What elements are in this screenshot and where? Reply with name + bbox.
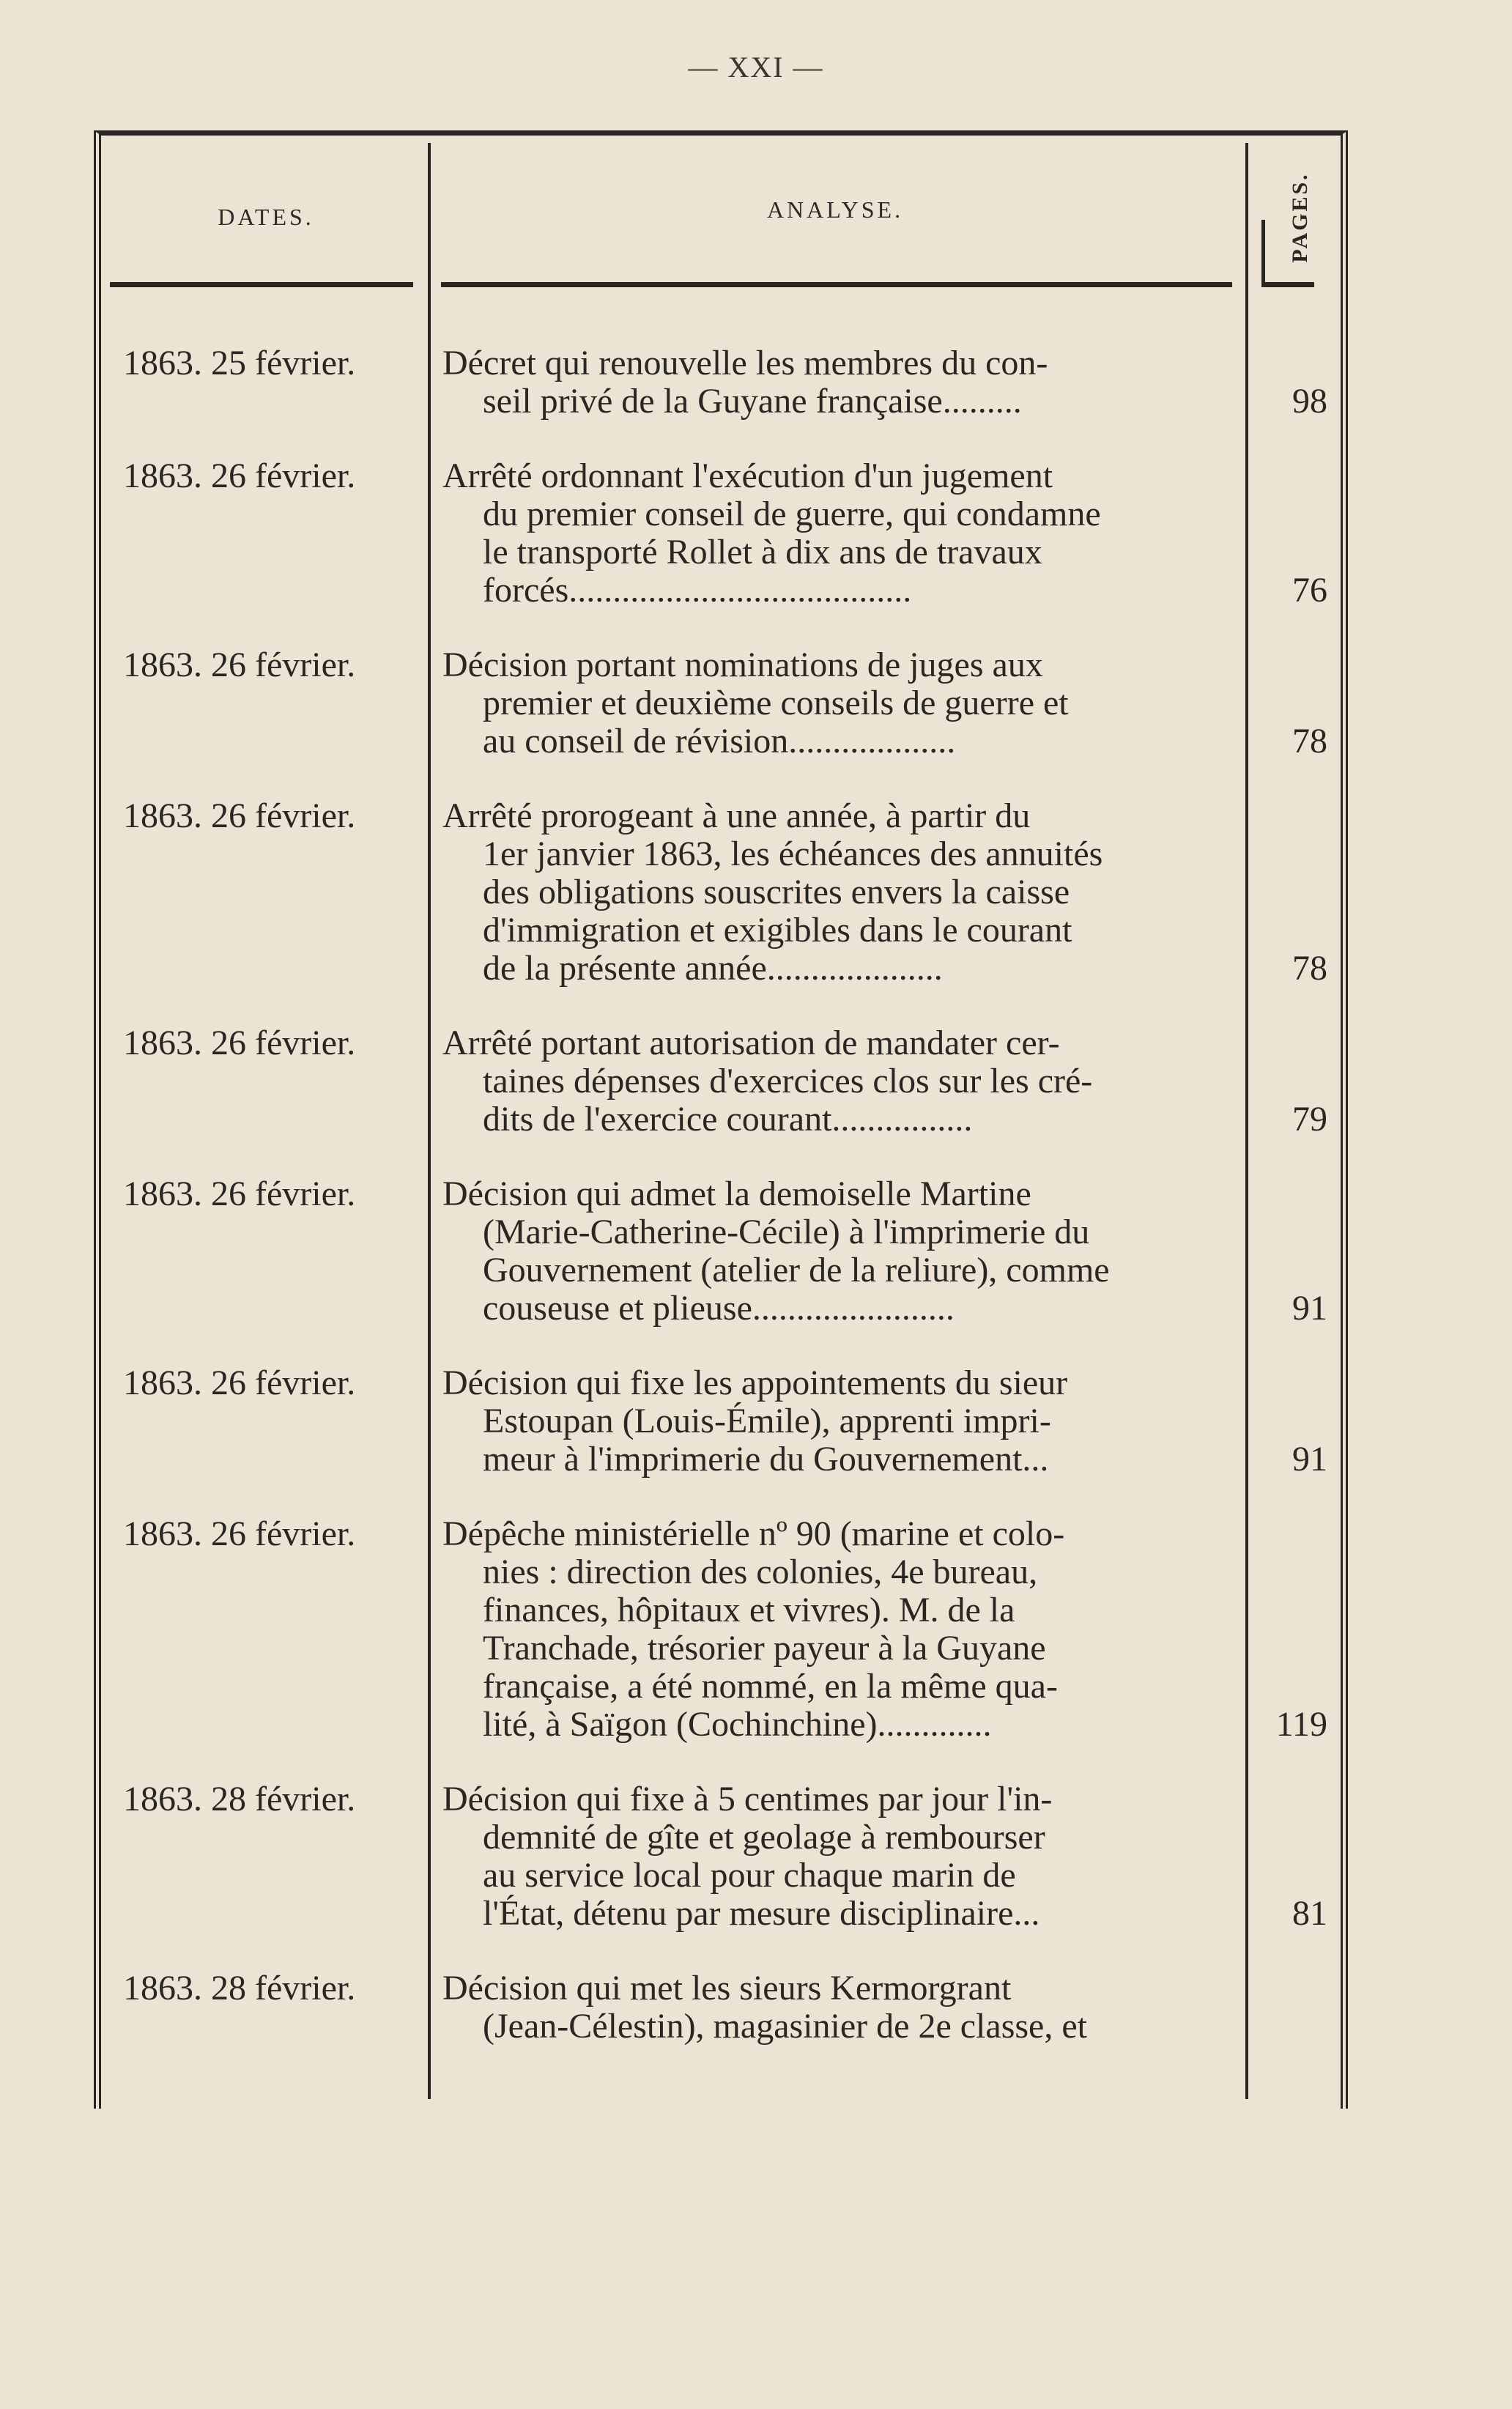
entry-date: 1863. 28 février. <box>123 1780 356 1818</box>
entry-page-number: 79 <box>1292 1100 1327 1139</box>
entry-analysis-line: seil privé de la Guyane française......... <box>483 382 1022 421</box>
table-row <box>0 1364 1512 1479</box>
entry-date: 1863. 26 février. <box>123 1514 356 1553</box>
entry-analysis-line: Décision qui admet la demoiselle Martine <box>442 1174 1031 1213</box>
entry-analysis <box>442 344 1237 421</box>
table-row <box>0 1780 1512 1933</box>
entry-analysis-line: premier et deuxième conseils de guerre et <box>483 684 1069 722</box>
header-pages-tick <box>1261 220 1265 287</box>
entry-page-number: 78 <box>1292 949 1327 988</box>
entry-analysis <box>442 646 1237 761</box>
table-row <box>0 344 1512 421</box>
entry-analysis-line: couseuse et plieuse....................... <box>483 1289 955 1328</box>
entry-analysis-line: (Marie-Catherine-Cécile) à l'imprimerie du <box>483 1213 1090 1251</box>
entry-analysis-line: Décision portant nominations de juges aux <box>442 645 1043 684</box>
entry-analysis <box>442 1024 1237 1139</box>
entry-date: 1863. 26 février. <box>123 1024 356 1062</box>
entry-analysis-line: Décision qui met les sieurs Kermorgrant <box>442 1969 1012 2008</box>
entry-page-number: 78 <box>1292 722 1327 761</box>
entry-analysis <box>442 1175 1237 1328</box>
entry-analysis <box>442 1969 1237 2046</box>
header-pages-wrapper <box>1278 169 1315 271</box>
entry-page-number: 91 <box>1292 1440 1327 1479</box>
entry-date: 1863. 26 février. <box>123 456 356 495</box>
entry-analysis <box>442 1364 1237 1479</box>
entry-analysis-line: Tranchade, trésorier payeur à la Guyane <box>483 1629 1046 1668</box>
entry-page-number: 81 <box>1292 1894 1327 1933</box>
entry-analysis-line: (Jean-Célestin), magasinier de 2e classe, et <box>483 2008 1087 2046</box>
entry-analysis-line: l'État, détenu par mesure disciplinaire... <box>483 1895 1040 1933</box>
table-row <box>0 1024 1512 1139</box>
entry-analysis-line: d'immigration et exigibles dans le courant <box>483 911 1072 950</box>
entry-analysis-line: du premier conseil de guerre, qui condamne <box>483 495 1101 533</box>
entry-analysis-line: Décision qui fixe les appointements du sieur <box>442 1363 1068 1402</box>
entry-analysis-line: meur à l'imprimerie du Gouvernement... <box>483 1440 1049 1479</box>
header-rule-analyse <box>441 282 1232 287</box>
entry-analysis-line: de la présente année.................... <box>483 950 943 988</box>
header-dates: DATES. <box>218 204 314 230</box>
entry-analysis <box>442 457 1237 610</box>
header-pages: PAGES. <box>1288 172 1312 263</box>
entry-analysis-line: Arrêté ordonnant l'exécution d'un jugement <box>442 456 1053 495</box>
entry-analysis <box>442 1780 1237 1933</box>
header-rule-pages <box>1261 282 1314 287</box>
entry-analysis-line: nies : direction des colonies, 4e bureau, <box>483 1553 1038 1591</box>
entry-analysis <box>442 1515 1237 1744</box>
entry-analysis-line: Dépêche ministérielle nº 90 (marine et colo- <box>442 1514 1065 1553</box>
entry-page-number: 119 <box>1275 1705 1327 1744</box>
entry-analysis-line: lité, à Saïgon (Cochinchine)............. <box>483 1706 992 1744</box>
entry-page-number: 91 <box>1292 1289 1327 1328</box>
table-row <box>0 457 1512 610</box>
entry-analysis-line: dits de l'exercice courant................ <box>483 1100 973 1139</box>
entry-analysis-line: Gouvernement (atelier de la reliure), comme <box>483 1251 1110 1289</box>
table-row <box>0 1175 1512 1328</box>
table-row <box>0 797 1512 988</box>
entry-analysis-line: des obligations souscrites envers la caisse <box>483 873 1070 911</box>
entry-date: 1863. 25 février. <box>123 344 356 382</box>
entry-analysis-line: Estoupan (Louis-Émile), apprenti impri- <box>483 1402 1051 1440</box>
entry-page-number: 98 <box>1292 382 1327 421</box>
entry-analysis-line: française, a été nommé, en la même qua- <box>483 1667 1058 1706</box>
entry-analysis-line: demnité de gîte et geolage à rembourser <box>483 1818 1045 1857</box>
entry-analysis-line: forcés....................................... <box>483 571 912 610</box>
entry-analysis-line: finances, hôpitaux et vivres). M. de la <box>483 1591 1015 1629</box>
entry-analysis-line: Arrêté portant autorisation de mandater cer- <box>442 1024 1060 1062</box>
entry-analysis <box>442 797 1237 988</box>
entry-date: 1863. 26 février. <box>123 1363 356 1402</box>
entry-date: 1863. 26 février. <box>123 796 356 835</box>
entry-analysis-line: taines dépenses d'exercices clos sur les cré- <box>483 1062 1093 1100</box>
entry-analysis-line: Arrêté prorogeant à une année, à partir du <box>442 796 1031 835</box>
entry-date: 1863. 26 février. <box>123 645 356 684</box>
entries-list <box>0 344 1512 2082</box>
header-analyse: ANALYSE. <box>766 196 904 223</box>
entry-analysis-line: 1er janvier 1863, les échéances des annuités <box>483 835 1103 873</box>
table-row <box>0 1515 1512 1744</box>
page-folio: — XXI — <box>688 51 824 84</box>
table-row <box>0 1969 1512 2046</box>
entry-analysis-line: le transporté Rollet à dix ans de travaux <box>483 533 1042 571</box>
entry-analysis-line: Décision qui fixe à 5 centimes par jour l'in- <box>442 1780 1053 1818</box>
entry-analysis-line: au conseil de révision................... <box>483 722 956 761</box>
entry-page-number: 76 <box>1292 571 1327 610</box>
entry-analysis-line: Décret qui renouvelle les membres du con- <box>442 344 1048 382</box>
entry-date: 1863. 28 février. <box>123 1969 356 2008</box>
header-rule-dates <box>110 282 413 287</box>
entry-date: 1863. 26 février. <box>123 1174 356 1213</box>
table-row <box>0 646 1512 761</box>
entry-analysis-line: au service local pour chaque marin de <box>483 1856 1016 1895</box>
